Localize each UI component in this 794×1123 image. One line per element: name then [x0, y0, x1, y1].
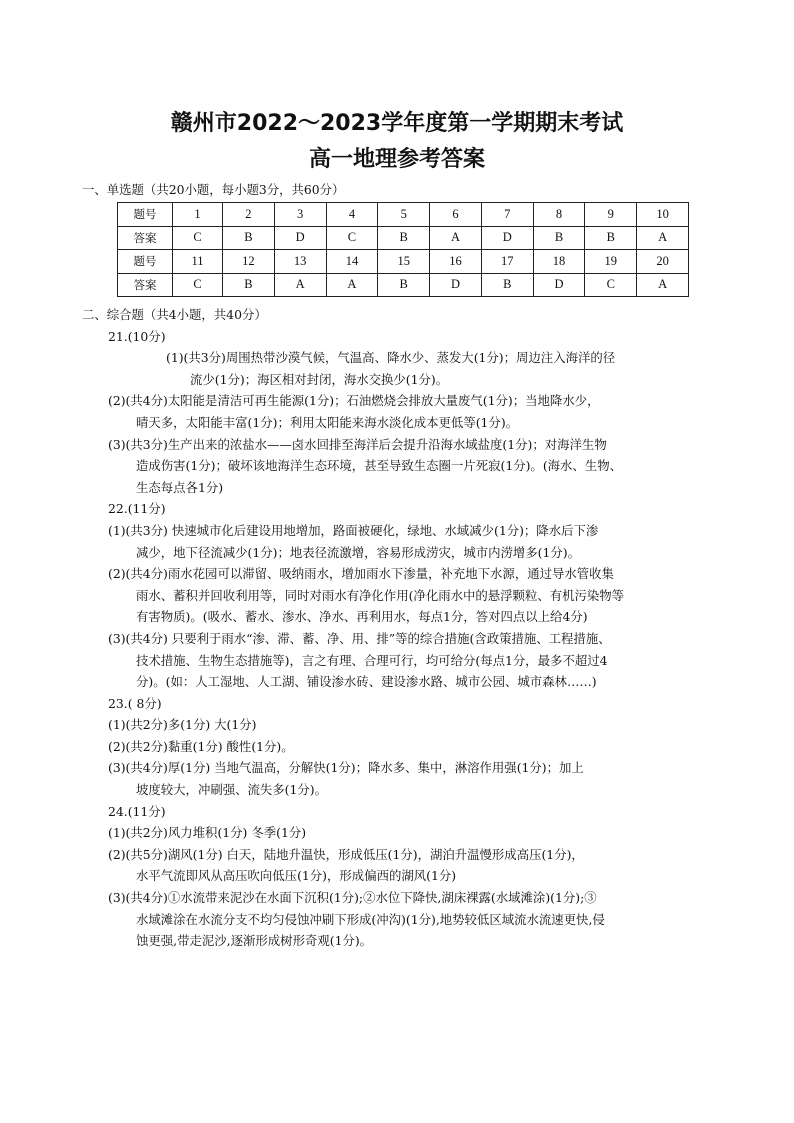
- section-heading-comprehensive: 二、综合题（共4小题，共40分）: [82, 307, 267, 322]
- table-cell: A: [637, 273, 689, 297]
- page-title: 赣州市2022～2023学年度第一学期期末考试: [170, 111, 624, 136]
- answer-line: (2)(共2分)黏重(1分) 酸性(1分)。: [108, 738, 294, 754]
- table-cell: 19: [585, 250, 637, 274]
- table-cell: C: [173, 226, 223, 250]
- question-heading: 21.(10分): [108, 328, 166, 344]
- table-row: [118, 273, 689, 297]
- answer-line: 造成伤害(1分)；破坏该地海洋生态环境，甚至导致生态圈一片死寂(1分)。(海水、生物、: [136, 458, 622, 474]
- table-cell: D: [274, 226, 326, 250]
- table-cell: 12: [223, 250, 275, 274]
- answer-line: 水域滩涂在水流分支不均匀侵蚀冲刷下形成(冲沟)(1分),地势较低区域流水流速更快,侵: [136, 911, 605, 927]
- question-heading: 22.(11分): [108, 501, 166, 517]
- table-cell: 7: [481, 203, 533, 227]
- row-label-answer: 答案: [118, 273, 173, 297]
- page-subtitle: 高一地理参考答案: [308, 147, 485, 172]
- row-label-question: 题号: [118, 250, 173, 274]
- answer-line: (1)(共3分) 快速城市化后建设用地增加，路面被硬化，绿地、水域减少(1分)；降水后下渗: [108, 522, 599, 538]
- table-cell: B: [378, 226, 430, 250]
- table-cell: 16: [430, 250, 482, 274]
- answer-line: (1)(共2分)多(1分) 大(1分): [108, 717, 257, 733]
- table-cell: 18: [533, 250, 585, 274]
- table-cell: D: [481, 226, 533, 250]
- table-cell: A: [430, 226, 482, 250]
- table-cell: C: [173, 273, 223, 297]
- table-cell: 17: [481, 250, 533, 274]
- table-cell: B: [533, 226, 585, 250]
- table-cell: 11: [173, 250, 223, 274]
- table-cell: D: [430, 273, 482, 297]
- answer-line: (1)(共3分)周围热带沙漠气候，气温高、降水少、蒸发大(1分)；周边注入海洋的径: [166, 350, 616, 366]
- table-cell: A: [326, 273, 378, 297]
- table-cell: A: [274, 273, 326, 297]
- table-cell: 3: [274, 203, 326, 227]
- table-cell: C: [585, 273, 637, 297]
- answer-line: 有害物质)。(吸水、蓄水、渗水、净水、再利用水，每点1分，答对四点以上给4分): [136, 609, 588, 625]
- answer-line: (3)(共3分)生产出来的浓盐水——卤水回排至海洋后会提升沿海水域盐度(1分)；对海洋生物: [108, 436, 607, 452]
- table-cell: B: [223, 226, 275, 250]
- table-cell: 1: [173, 203, 223, 227]
- table-cell: 9: [585, 203, 637, 227]
- table-cell: B: [585, 226, 637, 250]
- answer-line: 生态每点各1分): [136, 479, 224, 495]
- question-heading: 23.( 8分): [108, 695, 162, 711]
- answer-line: (2)(共4分)太阳能是清洁可再生能源(1分)；石油燃烧会排放大量废气(1分)；当地降水少，: [108, 393, 600, 409]
- answer-line: 技术措施、生物生态措施等)，言之有理、合理可行，均可给分(每点1分，最多不超过4: [136, 652, 608, 668]
- section-heading-single-choice: 一、单选题（共20小题，每小题3分，共60分）: [82, 182, 345, 197]
- table-cell: B: [481, 273, 533, 297]
- table-cell: 2: [223, 203, 275, 227]
- row-label-question: 题号: [118, 203, 173, 227]
- table-row: [118, 250, 689, 274]
- answer-line: 分)。(如：人工湿地、人工湖、铺设渗水砖、建设渗水路、城市公园、城市森林……): [136, 674, 597, 690]
- answer-line: 坡度较大，冲刷强、流失多(1分)。: [136, 782, 328, 798]
- answer-line: (2)(共5分)湖风(1分) 白天，陆地升温快，形成低压(1分)，湖泊升温慢形成高压(1分)，: [108, 846, 584, 862]
- table-cell: B: [223, 273, 275, 297]
- answer-line: 水平气流即风从高压吹向低压(1分)，形成偏西的湖风(1分): [136, 868, 457, 884]
- table-cell: 6: [430, 203, 482, 227]
- table-cell: 5: [378, 203, 430, 227]
- answer-line: 雨水、蓄积并回收利用等，同时对雨水有净化作用(净化雨水中的悬浮颗粒、有机污染物等: [136, 587, 625, 603]
- answer-line: 流少(1分)；海区相对封闭，海水交换少(1分)。: [190, 371, 449, 387]
- table-cell: C: [326, 226, 378, 250]
- answer-line: (3)(共4分)①水流带来泥沙在水面下沉积(1分);②水位下降快,湖床裸露(水域滩涂)(1分);③: [108, 890, 597, 906]
- answer-line: 蚀更强,带走泥沙,逐渐形成树形奇观(1分)。: [136, 933, 373, 949]
- row-label-answer: 答案: [118, 226, 173, 250]
- table-cell: 14: [326, 250, 378, 274]
- question-heading: 24.(11分): [108, 803, 166, 819]
- table-cell: 10: [637, 203, 689, 227]
- table-cell: 8: [533, 203, 585, 227]
- table-cell: B: [378, 273, 430, 297]
- table-row: [118, 226, 689, 250]
- answer-line: 晴天多，太阳能丰富(1分)；利用太阳能来海水淡化成本更低等(1分)。: [136, 414, 519, 430]
- answer-line: (2)(共4分)雨水花园可以滞留、吸纳雨水，增加雨水下渗量，补充地下水源，通过导水管收集: [108, 566, 614, 582]
- table-cell: 13: [274, 250, 326, 274]
- answer-table: [117, 202, 689, 297]
- table-row: [118, 203, 689, 227]
- answer-line: (1)(共2分)风力堆积(1分) 冬季(1分): [108, 825, 307, 841]
- table-cell: 4: [326, 203, 378, 227]
- table-cell: A: [637, 226, 689, 250]
- comprehensive-answers: [82, 304, 692, 952]
- answer-line: (3)(共4分)厚(1分) 当地气温高，分解快(1分)；降水多、集中，淋溶作用强(1分)；加上: [108, 760, 584, 776]
- answer-line: 减少，地下径流减少(1分)；地表径流激增，容易形成涝灾，城市内涝增多(1分)。: [136, 544, 580, 560]
- table-cell: 20: [637, 250, 689, 274]
- table-cell: 15: [378, 250, 430, 274]
- answer-line: (3)(共4分) 只要利于雨水“渗、滞、蓄、净、用、排”等的综合措施(含政策措施、工程措施、: [108, 630, 611, 646]
- table-cell: D: [533, 273, 585, 297]
